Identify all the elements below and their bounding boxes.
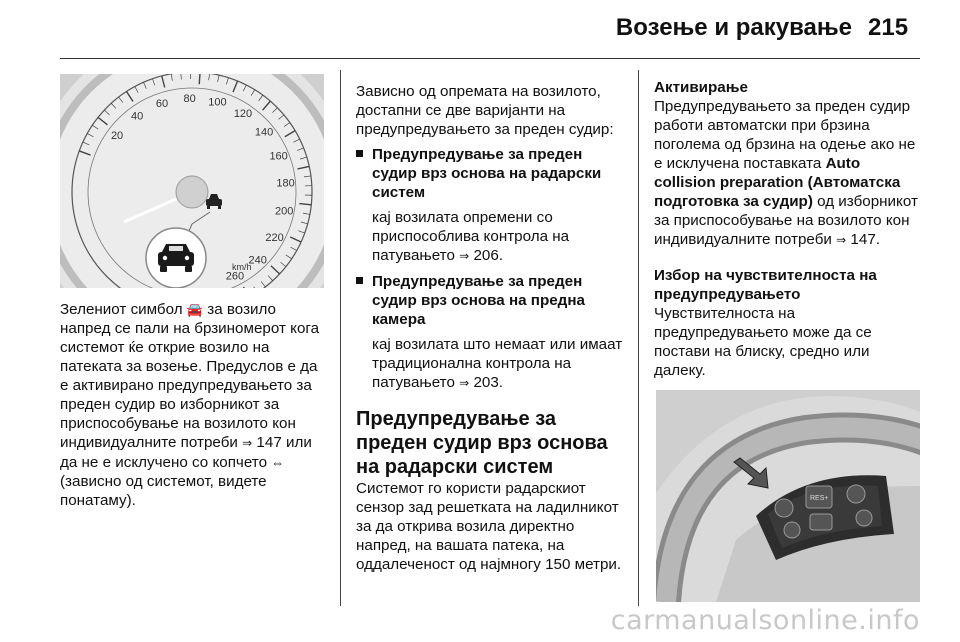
set-button xyxy=(810,514,832,530)
reference-arrow-icon: ⇒ xyxy=(459,249,470,263)
column-right xyxy=(654,78,922,380)
bullet-text: кај возилата опремени со приспособлива контрола на патувањето xyxy=(372,209,570,264)
gauge-label: 220 xyxy=(265,231,284,244)
column-divider xyxy=(340,70,341,606)
gauge-label: 160 xyxy=(269,150,288,163)
text-segment: од изборникот за приспособување на возилото кон индивидуалните потреби xyxy=(654,193,918,248)
gauge-label: 200 xyxy=(274,205,294,218)
reference-arrow-icon: ⇒ xyxy=(459,376,470,390)
sensitivity-button-icon: ⇔ xyxy=(271,455,285,470)
res-plus-label: RES+ xyxy=(810,495,829,502)
header-rule xyxy=(60,58,920,59)
bullet-ref: 203. xyxy=(473,374,504,391)
gauge-label: 60 xyxy=(155,97,169,110)
gauge-label: 260 xyxy=(225,270,245,283)
text-segment: за возило напред се пали на брзиномерот кога системот ќе открие возило на патеката за возење. Предуслов е да е активирано предупредувањето за преден судир во изборникот за приспособување на возилото кон индивидуалните потреби xyxy=(60,301,320,451)
bullet-title: Предупредување за преден судир врз основа на предна камера xyxy=(372,273,585,328)
car-icon: 🚘 xyxy=(186,302,204,317)
gauge-unit: km/h xyxy=(232,262,252,272)
gauge-label: 180 xyxy=(276,177,295,190)
intro-paragraph: Зависно од опремата на возилото, достапни се две варијанти на предупредувањето за преден судир: xyxy=(356,83,614,138)
bullet-square xyxy=(356,150,363,157)
text-segment: (зависно од системот, видете понатаму). xyxy=(60,473,267,509)
subheading-text: Избор на чувствителноста на предупредувањето xyxy=(654,267,877,303)
gauge-label: 140 xyxy=(254,126,274,139)
subheading-sensitivity xyxy=(654,266,922,304)
bullet-square xyxy=(356,277,363,284)
bullet-text: кај возилата што немаат или имаат традиционална контрола на патувањето xyxy=(372,336,623,391)
column-middle xyxy=(356,82,626,574)
page-number: 215 xyxy=(868,14,909,41)
activation-paragraph xyxy=(654,97,922,250)
text-segment: 147. xyxy=(850,231,880,248)
text-segment: 147 или да не е исклучено со копчето xyxy=(60,434,312,471)
reference-arrow-icon: ⇒ xyxy=(836,233,847,247)
speedometer-button xyxy=(784,522,800,538)
distance-button xyxy=(856,510,872,526)
steering-wheel-figure xyxy=(656,390,920,602)
speedometer-illustration xyxy=(60,74,324,288)
column-left xyxy=(60,300,326,510)
speedometer-figure xyxy=(60,74,324,288)
gauge-label: 20 xyxy=(110,130,124,143)
gauge-label: 80 xyxy=(183,93,196,106)
gauge-tick xyxy=(199,74,200,84)
bullet-desc xyxy=(356,208,626,266)
gauge-label: 100 xyxy=(208,96,227,109)
lane-button xyxy=(847,485,865,503)
bullet-camera xyxy=(356,272,626,329)
bullet-radar xyxy=(356,145,626,202)
radar-paragraph: Системот го користи радарскиот сензор зад решетката на ладилникот за да открива возила директно напред, на вашата патека, на оддалеченост од најмногу 150 метри. xyxy=(356,480,622,573)
page-header-title: Возење и ракување xyxy=(615,14,852,41)
subheading-activation: Активирање xyxy=(654,79,748,96)
gauge-label: 240 xyxy=(248,254,267,267)
watermark: carmanualsonline.info xyxy=(610,605,920,636)
paragraph-car-symbol xyxy=(60,300,326,510)
sensitivity-button xyxy=(775,499,793,517)
bullet-ref: 206. xyxy=(473,247,504,264)
section-heading: Предупредување за преден судир врз основа на радарски систем xyxy=(356,408,608,478)
steering-wheel-illustration xyxy=(656,390,920,602)
reference-arrow-icon: ⇒ xyxy=(242,436,253,450)
gauge-label: 120 xyxy=(233,108,253,121)
bullet-title: Предупредување за преден судир врз основа на радарски систем xyxy=(372,146,602,201)
column-divider xyxy=(638,70,639,606)
sensitivity-paragraph: Чувствителноста на предупредувањето може да се постави на блиску, средно или далеку. xyxy=(654,305,872,379)
gauge-label: 40 xyxy=(131,110,144,123)
text-segment: Зелениот симбол xyxy=(60,301,183,318)
bullet-desc xyxy=(356,335,626,393)
setting-name: Auto collision preparation (Автоматска подготовка за судир) xyxy=(654,155,901,210)
text-segment: Предупредувањето за преден судир работи автоматски при брзина поголема од брзина на одење ако не е исклучена поставката xyxy=(654,98,916,172)
